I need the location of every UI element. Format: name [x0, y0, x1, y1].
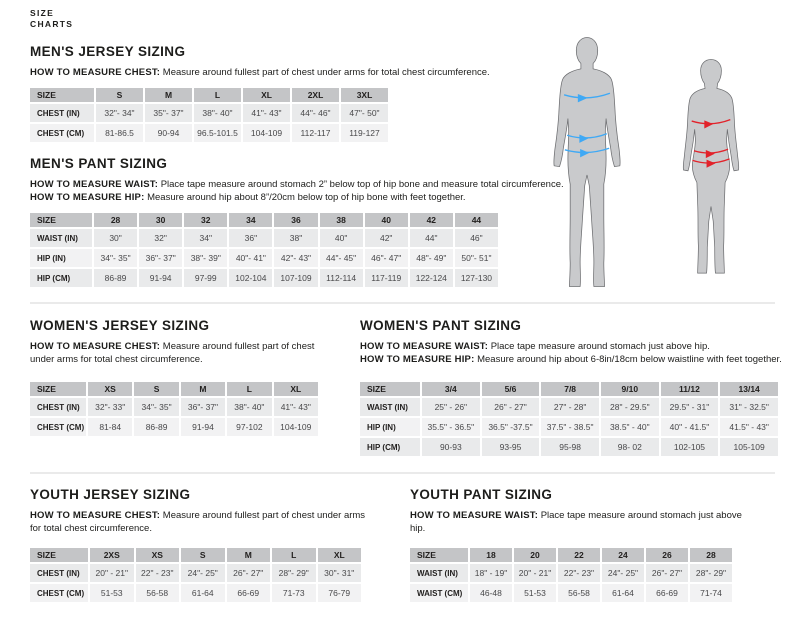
- size-column-header: XL: [274, 382, 318, 396]
- size-value-cell: 119-127: [341, 124, 388, 142]
- size-value-cell: 98- 02: [601, 438, 659, 456]
- womens-pant-title: WOMEN'S PANT SIZING: [360, 318, 522, 333]
- size-value-cell: 91-94: [181, 418, 225, 436]
- size-value-cell: 56-58: [558, 584, 600, 602]
- measure-note-text: Measure around fullest part of chest under arms for total chest circumference.: [30, 510, 366, 535]
- size-column-header: 42: [410, 213, 453, 227]
- measure-note: [360, 353, 785, 366]
- sizing-grid: [408, 546, 734, 604]
- table-row: [360, 438, 778, 456]
- size-column-header: 22: [558, 548, 600, 562]
- measure-note-text: Place tape measure around stomach just above hip.: [410, 510, 742, 535]
- size-value-cell: 66-69: [227, 584, 271, 602]
- size-column-header: 40: [365, 213, 408, 227]
- size-value-cell: 34"- 35": [94, 249, 137, 267]
- size-value-cell: 41"- 43": [243, 104, 290, 122]
- size-value-cell: 26"- 27": [227, 564, 271, 582]
- measure-note-label: HOW TO MEASURE CHEST:: [30, 341, 161, 352]
- size-value-cell: 36.5" -37.5": [482, 418, 540, 436]
- row-label: WAIST (IN): [360, 398, 420, 416]
- size-value-cell: 28"- 29": [690, 564, 732, 582]
- size-column-header: L: [227, 382, 271, 396]
- section-mens-pant: [30, 156, 570, 289]
- size-column-header: M: [145, 88, 192, 102]
- measurement-figures: [538, 28, 790, 296]
- mens-pant-table: [28, 211, 570, 289]
- size-value-cell: 36"- 37": [181, 398, 225, 416]
- measure-note-text: Place tape measure around stomach 2” below top of hip bone and measure total circumference.: [158, 179, 564, 190]
- table-row: [30, 398, 318, 416]
- size-corner-header: SIZE: [30, 382, 86, 396]
- row-label: HIP (IN): [30, 249, 92, 267]
- size-column-header: 2XS: [90, 548, 134, 562]
- table-row: [30, 229, 498, 247]
- size-column-header: XS: [136, 548, 180, 562]
- womens-jersey-notes: [30, 340, 330, 373]
- section-womens-pant: [360, 318, 785, 458]
- table-row: [30, 418, 318, 436]
- row-label: CHEST (CM): [30, 124, 94, 142]
- size-value-cell: 50"- 51": [455, 249, 498, 267]
- mens-pant-title: MEN'S PANT SIZING: [30, 156, 168, 171]
- size-value-cell: 102-105: [661, 438, 719, 456]
- size-column-header: M: [181, 382, 225, 396]
- size-value-cell: 90-94: [145, 124, 192, 142]
- size-value-cell: 38": [274, 229, 317, 247]
- size-value-cell: 93-95: [482, 438, 540, 456]
- size-value-cell: 71-74: [690, 584, 732, 602]
- size-value-cell: 81-84: [88, 418, 132, 436]
- size-value-cell: 41.5" - 43": [720, 418, 778, 436]
- measure-note-label: HOW TO MEASURE HIP:: [360, 354, 475, 366]
- size-value-cell: 30"- 31": [318, 564, 362, 582]
- measure-note-label: HOW TO MEASURE WAIST:: [410, 510, 539, 521]
- size-column-header: 26: [646, 548, 688, 562]
- size-value-cell: 32"- 33": [88, 398, 132, 416]
- size-value-cell: 34": [184, 229, 227, 247]
- size-value-cell: 107-109: [274, 269, 317, 287]
- size-value-cell: 20" - 21": [90, 564, 134, 582]
- measure-note: [30, 191, 570, 204]
- size-value-cell: 51-53: [514, 584, 556, 602]
- size-value-cell: 28" - 29.5": [601, 398, 659, 416]
- size-value-cell: 20" - 21": [514, 564, 556, 582]
- measure-note-text: Measure around hip about 6-8in/18cm below waistline with feet together.: [474, 354, 782, 366]
- size-value-cell: 66-69: [646, 584, 688, 602]
- measure-note: [410, 509, 750, 535]
- size-column-header: 36: [274, 213, 317, 227]
- size-value-cell: 61-64: [602, 584, 644, 602]
- section-womens-jersey: [30, 318, 330, 438]
- size-corner-header: SIZE: [360, 382, 420, 396]
- size-column-header: 7/8: [541, 382, 599, 396]
- size-value-cell: 61-64: [181, 584, 225, 602]
- size-value-cell: 32"- 34": [96, 104, 143, 122]
- size-value-cell: 81-86.5: [96, 124, 143, 142]
- row-label: CHEST (IN): [30, 104, 94, 122]
- youth-jersey-table: [28, 546, 375, 604]
- size-column-header: 13/14: [720, 382, 778, 396]
- measure-note: [30, 66, 570, 79]
- table-row: [30, 104, 388, 122]
- mens-jersey-notes: [30, 66, 570, 79]
- size-column-header: 20: [514, 548, 556, 562]
- size-value-cell: 102-104: [229, 269, 272, 287]
- size-column-header: 2XL: [292, 88, 339, 102]
- size-value-cell: 26" - 27": [482, 398, 540, 416]
- male-body-silhouette: [546, 36, 628, 288]
- youth-pant-title: YOUTH PANT SIZING: [410, 487, 553, 502]
- youth-jersey-title: YOUTH JERSEY SIZING: [30, 487, 191, 502]
- mens-jersey-title: MEN'S JERSEY SIZING: [30, 44, 186, 59]
- womens-jersey-title: WOMEN'S JERSEY SIZING: [30, 318, 210, 333]
- measure-note: [30, 178, 570, 191]
- size-column-header: XS: [88, 382, 132, 396]
- size-column-header: XL: [318, 548, 362, 562]
- row-label: WAIST (IN): [30, 229, 92, 247]
- measure-note: [30, 509, 375, 535]
- page-title: [30, 8, 73, 31]
- size-value-cell: 40"- 41": [229, 249, 272, 267]
- size-column-header: S: [181, 548, 225, 562]
- size-value-cell: 76-79: [318, 584, 362, 602]
- size-value-cell: 38"- 40": [194, 104, 241, 122]
- measure-note-text: Measure around fullest part of chest under arms for total chest circumference.: [30, 341, 315, 366]
- youth-jersey-notes: [30, 509, 375, 539]
- sizing-grid: [28, 86, 390, 144]
- size-value-cell: 35.5" - 36.5": [422, 418, 480, 436]
- size-value-cell: 18" - 19": [470, 564, 512, 582]
- size-value-cell: 26"- 27": [646, 564, 688, 582]
- male-body-outline: [554, 38, 620, 287]
- size-column-header: 38: [320, 213, 363, 227]
- size-value-cell: 24"- 25": [602, 564, 644, 582]
- measure-note-label: HOW TO MEASURE HIP:: [30, 192, 145, 204]
- row-label: HIP (CM): [30, 269, 92, 287]
- size-corner-header: SIZE: [30, 548, 88, 562]
- row-label: HIP (CM): [360, 438, 420, 456]
- size-column-header: M: [227, 548, 271, 562]
- size-value-cell: 38.5" - 40": [601, 418, 659, 436]
- table-row: [30, 249, 498, 267]
- size-column-header: L: [272, 548, 316, 562]
- row-label: WAIST (IN): [410, 564, 468, 582]
- size-value-cell: 31" - 32.5": [720, 398, 778, 416]
- size-value-cell: 42"- 43": [274, 249, 317, 267]
- size-value-cell: 32": [139, 229, 182, 247]
- size-column-header: 24: [602, 548, 644, 562]
- size-value-cell: 46"- 47": [365, 249, 408, 267]
- size-value-cell: 112-117: [292, 124, 339, 142]
- section-divider: [30, 302, 775, 304]
- size-value-cell: 34"- 35": [134, 398, 178, 416]
- size-value-cell: 122-124: [410, 269, 453, 287]
- size-value-cell: 44"- 45": [320, 249, 363, 267]
- sizing-grid: [28, 211, 500, 289]
- measure-note-label: HOW TO MEASURE CHEST:: [30, 510, 161, 521]
- size-value-cell: 41"- 43": [274, 398, 318, 416]
- size-column-header: L: [194, 88, 241, 102]
- size-value-cell: 46-48: [470, 584, 512, 602]
- youth-pant-notes: [410, 509, 750, 539]
- size-value-cell: 36"- 37": [139, 249, 182, 267]
- female-body-silhouette: [676, 58, 746, 288]
- size-corner-header: SIZE: [30, 213, 92, 227]
- row-label: CHEST (CM): [30, 418, 86, 436]
- size-value-cell: 71-73: [272, 584, 316, 602]
- size-corner-header: SIZE: [410, 548, 468, 562]
- measure-note-text: Measure around hip about 8”/20cm below top of hip bone with feet together.: [144, 192, 466, 204]
- size-value-cell: 86-89: [134, 418, 178, 436]
- size-value-cell: 127-130: [455, 269, 498, 287]
- size-corner-header: SIZE: [30, 88, 94, 102]
- row-label: WAIST (CM): [410, 584, 468, 602]
- size-value-cell: 40" - 41.5": [661, 418, 719, 436]
- size-value-cell: 51-53: [90, 584, 134, 602]
- size-value-cell: 28"- 29": [272, 564, 316, 582]
- table-row: [30, 124, 388, 142]
- size-value-cell: 24"- 25": [181, 564, 225, 582]
- sizing-grid: [28, 546, 363, 604]
- measure-note-label: HOW TO MEASURE WAIST:: [30, 179, 159, 190]
- size-column-header: 3/4: [422, 382, 480, 396]
- section-mens-jersey: [30, 44, 570, 144]
- size-column-header: XL: [243, 88, 290, 102]
- size-value-cell: 38"- 39": [184, 249, 227, 267]
- row-label: CHEST (IN): [30, 564, 88, 582]
- size-value-cell: 25" - 26": [422, 398, 480, 416]
- measure-note: [30, 340, 330, 366]
- table-row: [360, 398, 778, 416]
- table-row: [30, 269, 498, 287]
- size-value-cell: 27" - 28": [541, 398, 599, 416]
- size-value-cell: 96.5-101.5: [194, 124, 241, 142]
- size-value-cell: 44"- 46": [292, 104, 339, 122]
- size-column-header: 3XL: [341, 88, 388, 102]
- size-value-cell: 46": [455, 229, 498, 247]
- size-value-cell: 37.5" - 38.5": [541, 418, 599, 436]
- measure-note-label: HOW TO MEASURE CHEST:: [30, 67, 161, 78]
- size-value-cell: 86-89: [94, 269, 137, 287]
- section-divider: [30, 472, 775, 474]
- mens-jersey-table: [28, 86, 570, 144]
- size-value-cell: 95-98: [541, 438, 599, 456]
- size-column-header: 34: [229, 213, 272, 227]
- womens-pant-table: [358, 380, 785, 458]
- size-value-cell: 105-109: [720, 438, 778, 456]
- female-body-outline: [683, 59, 739, 273]
- table-row: [30, 564, 361, 582]
- size-value-cell: 48"- 49": [410, 249, 453, 267]
- size-value-cell: 22" - 23": [136, 564, 180, 582]
- size-value-cell: 36": [229, 229, 272, 247]
- size-value-cell: 97-99: [184, 269, 227, 287]
- size-column-header: 28: [690, 548, 732, 562]
- measure-note-text: Place tape measure around stomach just above hip.: [488, 341, 710, 352]
- sizing-grid: [28, 380, 320, 438]
- womens-pant-notes: [360, 340, 785, 373]
- size-value-cell: 44": [410, 229, 453, 247]
- size-value-cell: 91-94: [139, 269, 182, 287]
- page-title-line2: CHARTS: [30, 19, 74, 30]
- size-column-header: S: [134, 382, 178, 396]
- size-value-cell: 97-102: [227, 418, 271, 436]
- table-row: [30, 584, 361, 602]
- row-label: CHEST (IN): [30, 398, 86, 416]
- size-value-cell: 40": [320, 229, 363, 247]
- size-column-header: 44: [455, 213, 498, 227]
- size-value-cell: 117-119: [365, 269, 408, 287]
- size-value-cell: 104-109: [274, 418, 318, 436]
- youth-pant-table: [408, 546, 750, 604]
- row-label: HIP (IN): [360, 418, 420, 436]
- size-column-header: 5/6: [482, 382, 540, 396]
- measure-note-text: Measure around fullest part of chest under arms for total chest circumference.: [160, 67, 490, 78]
- sizing-grid: [358, 380, 780, 458]
- page-title-line1: SIZE: [30, 8, 55, 18]
- size-column-header: 9/10: [601, 382, 659, 396]
- size-column-header: 18: [470, 548, 512, 562]
- size-value-cell: 90-93: [422, 438, 480, 456]
- size-value-cell: 29.5" - 31": [661, 398, 719, 416]
- measure-note: [360, 340, 785, 353]
- size-value-cell: 112-114: [320, 269, 363, 287]
- table-row: [410, 584, 732, 602]
- table-row: [360, 418, 778, 436]
- size-column-header: 11/12: [661, 382, 719, 396]
- size-value-cell: 42": [365, 229, 408, 247]
- size-column-header: S: [96, 88, 143, 102]
- table-row: [410, 564, 732, 582]
- size-column-header: 28: [94, 213, 137, 227]
- size-value-cell: 30": [94, 229, 137, 247]
- size-column-header: 30: [139, 213, 182, 227]
- row-label: CHEST (CM): [30, 584, 88, 602]
- measure-note-label: HOW TO MEASURE WAIST:: [360, 341, 489, 352]
- section-youth-pant: [410, 487, 750, 604]
- size-value-cell: 38"- 40": [227, 398, 271, 416]
- size-value-cell: 35"- 37": [145, 104, 192, 122]
- size-value-cell: 22"- 23": [558, 564, 600, 582]
- size-column-header: 32: [184, 213, 227, 227]
- size-value-cell: 47"- 50": [341, 104, 388, 122]
- section-youth-jersey: [30, 487, 375, 604]
- size-value-cell: 56-58: [136, 584, 180, 602]
- mens-pant-notes: [30, 178, 570, 204]
- womens-jersey-table: [28, 380, 330, 438]
- size-value-cell: 104-109: [243, 124, 290, 142]
